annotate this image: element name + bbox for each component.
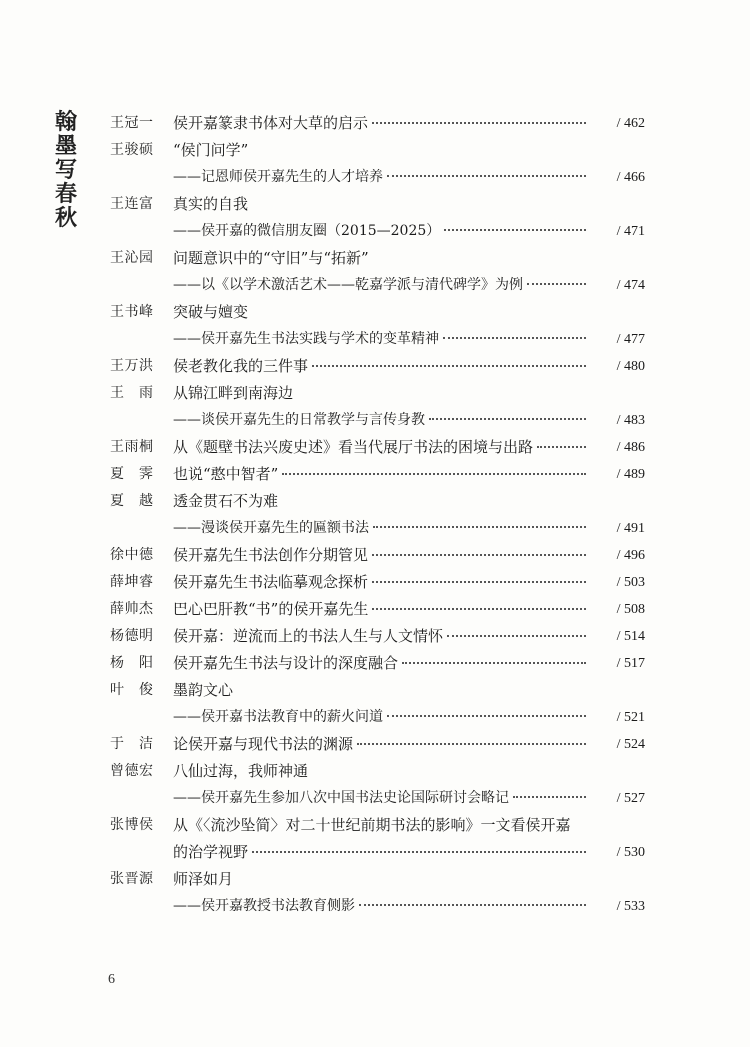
toc-title[interactable] (173, 380, 645, 407)
toc-title[interactable] (173, 488, 645, 515)
toc-page-ref: / 524 (616, 737, 645, 752)
toc-row (0, 731, 750, 758)
toc-title[interactable] (173, 731, 590, 758)
toc-title[interactable] (173, 596, 590, 623)
dot-leader (443, 337, 586, 339)
toc-subtitle[interactable] (173, 515, 590, 542)
toc-title[interactable] (173, 434, 590, 461)
toc-author: 王骏硕 (110, 142, 154, 158)
toc-row (0, 434, 750, 461)
toc-page-ref: / 527 (616, 791, 645, 806)
dot-leader (373, 526, 586, 528)
toc-author: 夏 霁 (110, 466, 154, 482)
toc-title-text: 八仙过海，我师神通 (173, 762, 309, 780)
toc-row (0, 569, 750, 596)
toc-row (0, 893, 750, 920)
toc-row (0, 326, 750, 353)
toc-title-text: 从《题壁书法兴废史述》看当代展厅书法的困境与出路 (173, 438, 534, 456)
dot-leader (252, 851, 586, 853)
toc-title-text: 侯开嘉：逆流而上的书法人生与人文情怀 (173, 627, 444, 645)
toc-row (0, 218, 750, 245)
toc-title-text: ——侯开嘉的微信朋友圈（2015—2025） (173, 223, 441, 239)
toc-row (0, 461, 750, 488)
dot-leader (537, 446, 586, 448)
toc-title-text: 问题意识中的“守旧”与“拓新” (173, 249, 369, 267)
toc-author: 张博侯 (110, 817, 154, 833)
toc-title-text: ——侯开嘉教授书法教育侧影 (173, 898, 355, 914)
toc-title-text: ——以《以学术激活艺术——乾嘉学派与清代碑学》为例 (173, 277, 523, 293)
toc-page-ref: / 521 (616, 710, 645, 725)
toc-title-text: 师泽如月 (173, 870, 234, 888)
toc-row (0, 164, 750, 191)
toc-row (0, 704, 750, 731)
toc-page-ref: / 471 (616, 224, 645, 239)
toc-title-text: 侯开嘉先生书法与设计的深度融合 (173, 654, 399, 672)
dot-leader (429, 418, 586, 420)
toc-title-text: 墨韵文心 (173, 681, 234, 699)
toc-author: 薛坤睿 (110, 574, 154, 590)
toc-row (0, 785, 750, 812)
toc-page-ref: / 477 (616, 332, 645, 347)
dot-leader (387, 175, 586, 177)
toc-row (0, 812, 750, 839)
toc-title[interactable] (173, 353, 590, 380)
dot-leader (312, 365, 586, 367)
toc-row (0, 488, 750, 515)
dot-leader (527, 283, 586, 285)
toc-page-ref: / 489 (616, 467, 645, 482)
toc-page-ref: / 530 (616, 845, 645, 860)
dot-leader (372, 554, 586, 556)
toc-page-ref: / 466 (616, 170, 645, 185)
toc-title[interactable] (173, 650, 590, 677)
toc-page-ref: / 508 (616, 602, 645, 617)
toc-row (0, 137, 750, 164)
toc-title-text: ——漫谈侯开嘉先生的匾额书法 (173, 520, 369, 536)
toc-page-ref: / 480 (616, 359, 645, 374)
toc-title-text: ——侯开嘉先生书法实践与学术的变革精神 (173, 331, 439, 347)
dot-leader (372, 608, 586, 610)
toc-author: 王万洪 (110, 358, 154, 374)
toc-row (0, 866, 750, 893)
toc-title-text: 侯开嘉先生书法临摹观念探析 (173, 573, 369, 591)
toc-author: 王书峰 (110, 304, 154, 320)
dot-leader (447, 635, 586, 637)
toc-author: 杨德明 (110, 628, 154, 644)
dot-leader (513, 796, 586, 798)
toc-page-ref: / 491 (616, 521, 645, 536)
toc-page-ref: / 517 (616, 656, 645, 671)
dot-leader (372, 581, 586, 583)
toc-author: 夏 越 (110, 493, 154, 509)
toc-title-text: 从锦江畔到南海边 (173, 384, 294, 402)
toc-author: 王 雨 (110, 385, 154, 401)
toc-title[interactable] (173, 839, 590, 866)
toc-title-text: 透金贯石不为难 (173, 492, 279, 510)
toc-author: 张晋源 (110, 871, 154, 887)
dot-leader (372, 122, 586, 124)
dot-leader (359, 904, 586, 906)
toc-row (0, 110, 750, 137)
toc-title-text: 巴心巴肝教“书”的侯开嘉先生 (173, 600, 369, 618)
toc-title[interactable] (173, 866, 645, 893)
toc-page-ref: / 496 (616, 548, 645, 563)
toc-subtitle[interactable] (173, 785, 590, 812)
toc-page-ref: / 533 (616, 899, 645, 914)
toc-row (0, 191, 750, 218)
toc-subtitle[interactable] (173, 893, 590, 920)
toc-title-text: 也说“憨中智者” (173, 465, 279, 483)
toc-title-text: 侯开嘉篆隶书体对大草的启示 (173, 114, 369, 132)
toc-title[interactable] (173, 812, 645, 839)
toc-row (0, 407, 750, 434)
toc-title[interactable] (173, 110, 590, 137)
toc-row (0, 839, 750, 866)
toc-author: 王沁园 (110, 250, 154, 266)
toc-title[interactable] (173, 461, 590, 488)
toc-subtitle[interactable] (173, 704, 590, 731)
toc-title[interactable] (173, 677, 645, 704)
toc-title-text: 从《〈流沙坠简〉对二十世纪前期书法的影响》一文看侯开嘉 (173, 816, 571, 834)
toc-title-text: “侯门问学” (173, 141, 249, 159)
toc-title-text: ——谈侯开嘉先生的日常教学与言传身教 (173, 412, 425, 428)
toc-title-text: 侯开嘉先生书法创作分期管见 (173, 546, 369, 564)
toc-title-text: ——侯开嘉先生参加八次中国书法史论国际研讨会略记 (173, 790, 509, 806)
toc-row (0, 758, 750, 785)
toc-row (0, 353, 750, 380)
toc-title-text: 突破与嬗变 (173, 303, 249, 321)
toc-title-text: 论侯开嘉与现代书法的渊源 (173, 735, 354, 753)
toc-page-ref: / 486 (616, 440, 645, 455)
toc-author: 曾德宏 (110, 763, 154, 779)
toc-row (0, 542, 750, 569)
toc-row (0, 596, 750, 623)
toc-title-text: ——记恩师侯开嘉先生的人才培养 (173, 169, 383, 185)
dot-leader (282, 473, 586, 475)
toc-author: 杨 阳 (110, 655, 154, 671)
toc-row (0, 380, 750, 407)
toc-title-text: 的治学视野 (173, 843, 249, 861)
toc-title[interactable] (173, 623, 590, 650)
toc-title[interactable] (173, 245, 645, 272)
page-number: 6 (108, 972, 115, 987)
toc-row (0, 515, 750, 542)
toc-row (0, 299, 750, 326)
toc-page-ref: / 483 (616, 413, 645, 428)
toc-page-ref: / 503 (616, 575, 645, 590)
toc-page-ref: / 462 (616, 116, 645, 131)
toc-author: 王雨桐 (110, 439, 154, 455)
dot-leader (402, 662, 586, 664)
toc-subtitle[interactable] (173, 272, 590, 299)
toc-subtitle[interactable] (173, 218, 590, 245)
toc-subtitle[interactable] (173, 407, 590, 434)
toc-subtitle[interactable] (173, 326, 590, 353)
toc-title-text: 真实的自我 (173, 195, 249, 213)
toc-author: 叶 俊 (110, 682, 154, 698)
toc-page-ref: / 474 (616, 278, 645, 293)
toc-title[interactable] (173, 758, 645, 785)
side-title: 翰 墨 写 春 秋 (54, 109, 77, 231)
toc-title[interactable] (173, 299, 645, 326)
toc-author: 王冠一 (110, 115, 154, 131)
toc-author: 薛帅杰 (110, 601, 154, 617)
toc-author: 于 洁 (110, 736, 154, 752)
toc-author: 徐中德 (110, 547, 154, 563)
table-of-contents (0, 110, 750, 920)
toc-title[interactable] (173, 569, 590, 596)
toc-page-ref: / 514 (616, 629, 645, 644)
toc-row (0, 677, 750, 704)
toc-row (0, 272, 750, 299)
toc-title[interactable] (173, 191, 645, 218)
dot-leader (387, 715, 586, 717)
dot-leader (357, 743, 586, 745)
toc-row (0, 623, 750, 650)
toc-subtitle[interactable] (173, 164, 590, 191)
dot-leader (444, 229, 586, 231)
toc-row (0, 650, 750, 677)
toc-row (0, 245, 750, 272)
toc-title[interactable] (173, 137, 645, 164)
toc-title-text: ——侯开嘉书法教育中的薪火问道 (173, 709, 383, 725)
toc-author: 王连富 (110, 196, 154, 212)
toc-title-text: 侯老教化我的三件事 (173, 357, 309, 375)
toc-title[interactable] (173, 542, 590, 569)
